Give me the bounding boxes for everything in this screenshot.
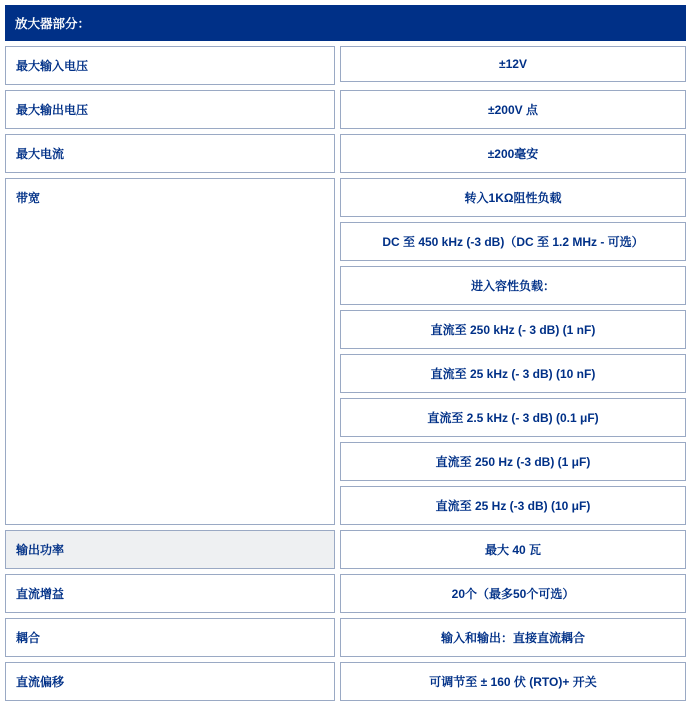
- spec-row-label: 直流偏移: [5, 662, 335, 701]
- spec-row: [5, 662, 686, 701]
- spec-rows-container: [5, 46, 686, 701]
- spec-value-cell: 20个（最多50个可选）: [340, 574, 686, 613]
- spec-value-cell: ±12V: [340, 46, 686, 82]
- spec-row-label: 耦合: [5, 618, 335, 657]
- spec-row-values: [340, 134, 686, 173]
- spec-row-values: [340, 662, 686, 701]
- spec-value-cell: 直流至 25 Hz (-3 dB) (10 μF): [340, 486, 686, 525]
- spec-row: [5, 90, 686, 129]
- spec-row-values: [340, 574, 686, 613]
- spec-value-cell: ±200V 点: [340, 90, 686, 129]
- spec-value-cell: ±200毫安: [340, 134, 686, 173]
- spec-row: [5, 618, 686, 657]
- spec-row-label: 最大输入电压: [5, 46, 335, 85]
- spec-value-cell: 直流至 2.5 kHz (- 3 dB) (0.1 μF): [340, 398, 686, 437]
- spec-value-cell: 可调节至 ± 160 伏 (RTO)+ 开关: [340, 662, 686, 701]
- spec-row-label: 最大输出电压: [5, 90, 335, 129]
- spec-row-label: 直流增益: [5, 574, 335, 613]
- spec-value-cell: 转入1KΩ阻性负载: [340, 178, 686, 217]
- spec-value-cell: 输入和输出：直接直流耦合: [340, 618, 686, 657]
- spec-value-cell: 直流至 250 Hz (-3 dB) (1 μF): [340, 442, 686, 481]
- spec-row-values: [340, 618, 686, 657]
- spec-row: [5, 178, 686, 525]
- spec-row: [5, 46, 686, 85]
- spec-row-label: 带宽: [5, 178, 335, 525]
- section-title: 放大器部分：: [5, 5, 686, 41]
- spec-row-label: 输出功率: [5, 530, 335, 569]
- spec-row-values: [340, 178, 686, 525]
- spec-value-cell: 最大 40 瓦: [340, 530, 686, 569]
- spec-row-values: [340, 90, 686, 129]
- spec-row: [5, 530, 686, 569]
- spec-row-values: [340, 530, 686, 569]
- spec-row: [5, 134, 686, 173]
- spec-value-cell: 直流至 250 kHz (- 3 dB) (1 nF): [340, 310, 686, 349]
- spec-row: [5, 574, 686, 613]
- spec-row-label: 最大电流: [5, 134, 335, 173]
- spec-value-cell: DC 至 450 kHz (-3 dB)（DC 至 1.2 MHz - 可选）: [340, 222, 686, 261]
- spec-value-cell: 进入容性负载：: [340, 266, 686, 305]
- spec-row-values: [340, 46, 686, 85]
- spec-value-cell: 直流至 25 kHz (- 3 dB) (10 nF): [340, 354, 686, 393]
